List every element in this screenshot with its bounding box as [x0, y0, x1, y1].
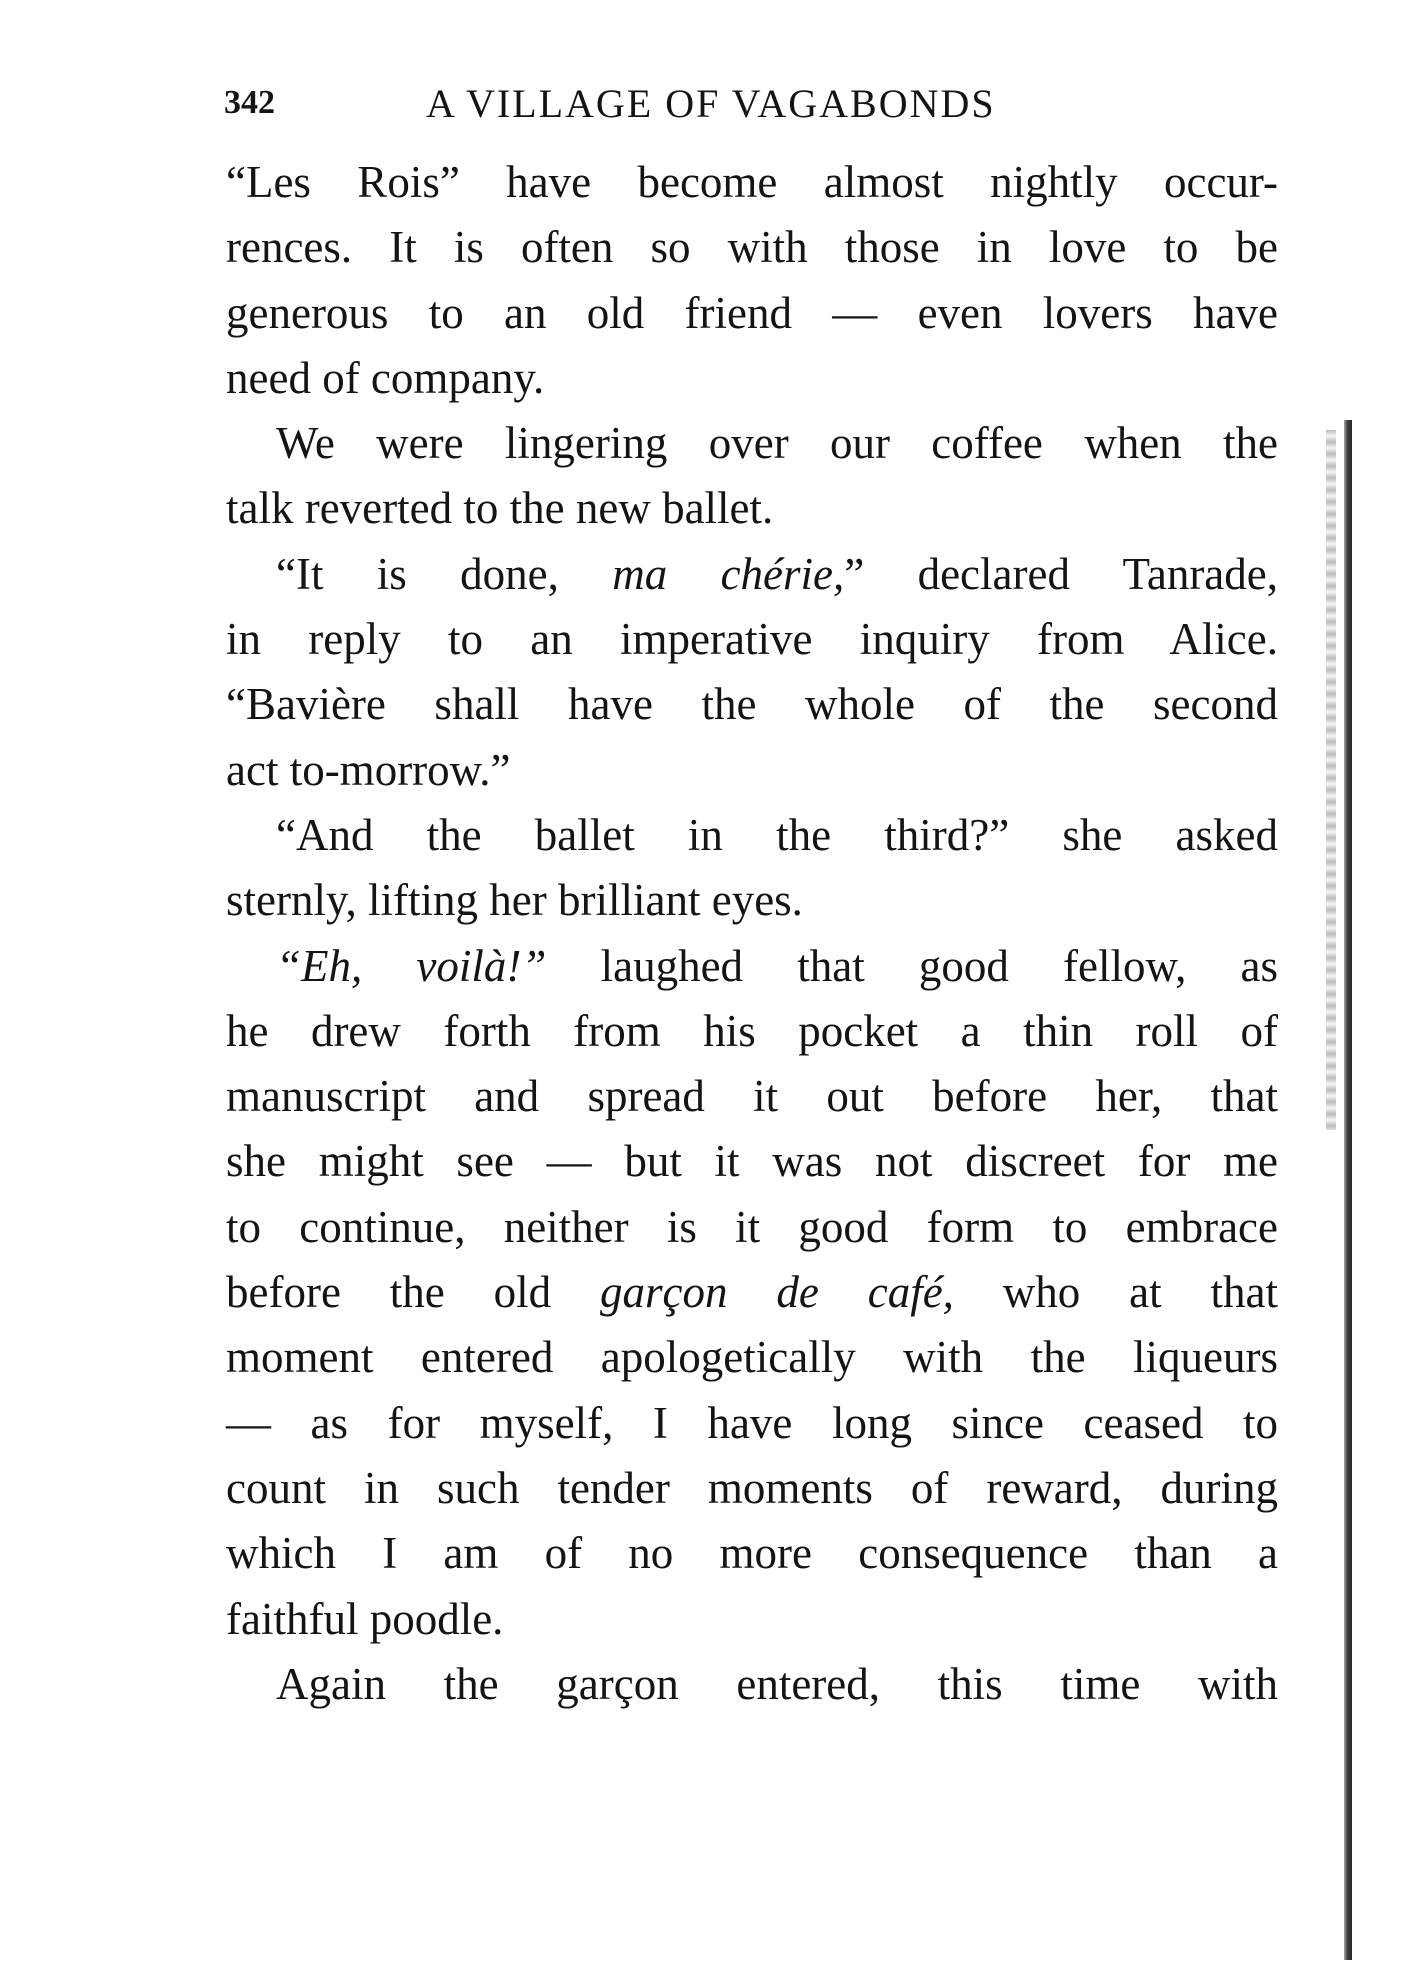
italic-phrase: “Eh, voilà!”	[276, 940, 547, 991]
text-line: sternly, lifting her brilliant eyes.	[226, 875, 803, 926]
text-line	[226, 1260, 1278, 1325]
text-line: in reply to an imperative inquiry from Alice.	[226, 614, 1278, 665]
text-line: generous to an old friend — even lovers have	[226, 287, 1278, 338]
text-run: laughed that good fellow, as	[600, 940, 1278, 991]
italic-phrase: ma chérie,	[612, 548, 845, 599]
text-line: moment entered apologetically with the liqueurs	[226, 1332, 1278, 1383]
text-line: We were lingering over our coffee when the	[276, 418, 1278, 469]
text-line	[226, 542, 1278, 607]
text-line: “And the ballet in the third?” she asked	[276, 809, 1278, 860]
text-line: rences. It is often so with those in love to be	[226, 222, 1278, 273]
text-run: ” declared Tanrade,	[844, 548, 1278, 599]
text-line: act to-morrow.”	[226, 744, 511, 795]
italic-phrase: garçon de café,	[600, 1267, 954, 1318]
binding-edge	[1344, 420, 1352, 1960]
text-line: need of company.	[226, 352, 545, 403]
text-line: “Bavière shall have the whole of the second	[226, 679, 1278, 730]
text-line: to continue, neither is it good form to embrace	[226, 1201, 1278, 1252]
text-line: talk reverted to the new ballet.	[226, 483, 774, 534]
text-line	[226, 934, 1278, 999]
text-line: manuscript and spread it out before her, that	[226, 1071, 1278, 1122]
text-line: Again the garçon entered, this time with	[276, 1658, 1278, 1709]
text-line: faithful poodle.	[226, 1593, 504, 1644]
book-title: A VILLAGE OF VAGABONDS	[426, 81, 996, 126]
text-line: — as for myself, I have long since ceased to	[226, 1397, 1278, 1448]
text-line: which I am of no more consequence than a	[226, 1528, 1278, 1579]
text-line: “Les Rois” have become almost nightly occur-	[226, 157, 1278, 207]
text-run: “It is done,	[276, 548, 613, 599]
running-head	[224, 80, 1279, 136]
text-line: count in such tender moments of reward, during	[226, 1462, 1278, 1513]
text-line: he drew forth from his pocket a thin roll of	[226, 1005, 1278, 1056]
binding-shadow	[1326, 430, 1336, 1130]
text-run: who at that	[953, 1267, 1278, 1318]
body-text	[226, 150, 1278, 1717]
text-run: before the old	[226, 1267, 601, 1318]
page-number: 342	[224, 84, 275, 121]
text-line: she might see — but it was not discreet for me	[226, 1136, 1278, 1187]
